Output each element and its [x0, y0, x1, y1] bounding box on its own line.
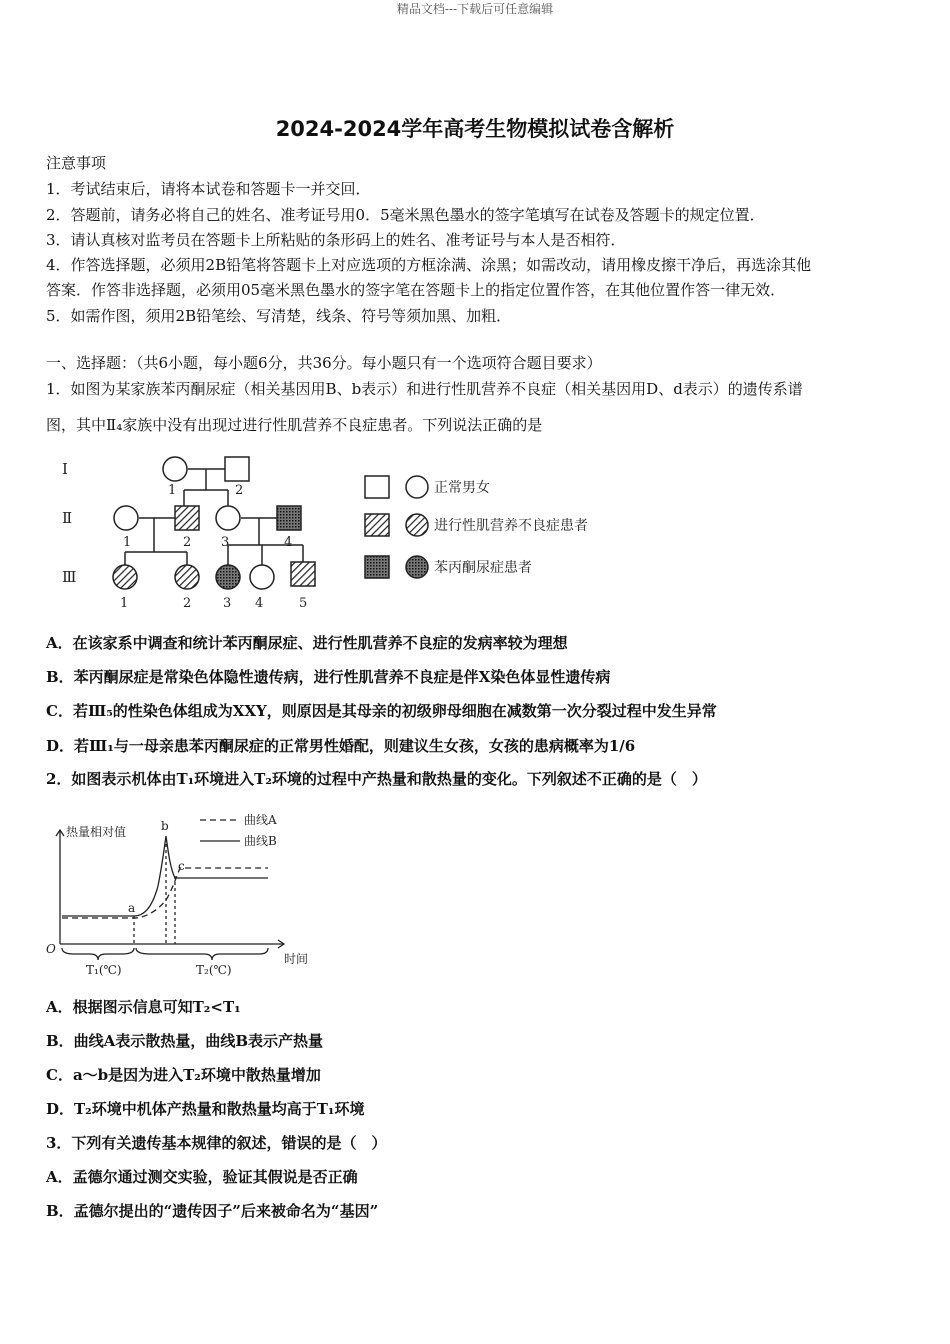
legend-square-pku: [365, 556, 389, 578]
x-axis-label: 时间: [284, 952, 309, 966]
pedigree-III4: [250, 565, 274, 589]
q1-option-a: A．在该家系中调查和统计苯丙酮尿症、进行性肌营养不良症的发病率较为理想: [46, 634, 568, 652]
pedigree-num: 2: [235, 483, 244, 498]
legend-circle-normal: [406, 476, 428, 498]
gen-label-III: Ⅲ: [62, 568, 77, 586]
pedigree-I1: [163, 457, 187, 481]
pedigree-III5: [291, 562, 315, 586]
q1-option-d: D．若Ⅲ₁与一母亲患苯丙酮尿症的正常男性婚配，则建议生女孩，女孩的患病概率为1/6: [46, 737, 636, 755]
q1-option-b: B．苯丙酮尿症是常染色体隐性遗传病，进行性肌营养不良症是伴X染色体显性遗传病: [46, 668, 611, 686]
notice-item: 5．如需作图，须用2B铅笔绘、写清楚，线条、符号等须加黑、加粗．: [46, 307, 512, 325]
q2-stem: 2．如图表示机体由T₁环境进入T₂环境的过程中产热量和散热量的变化。下列叙述不正确的是（ ）: [46, 770, 707, 788]
legend-curve-a: 曲线A: [244, 813, 277, 827]
pedigree-II2: [175, 506, 199, 530]
pedigree-num: 3: [221, 535, 230, 550]
pedigree-II4: [277, 506, 301, 530]
page-title: 2024-2024学年高考生物模拟试卷含解析: [275, 117, 675, 141]
legend-label-normal: 正常男女: [434, 480, 490, 496]
origin-label: O: [46, 942, 56, 956]
notice-item: 1．考试结束后，请将本试卷和答题卡一并交回．: [46, 180, 371, 198]
q3-stem: 3．下列有关遗传基本规律的叙述，错误的是（ ）: [46, 1134, 387, 1152]
y-axis-label: 热量相对值: [66, 825, 127, 839]
brace-t1: [62, 948, 134, 960]
pedigree-III2: [175, 565, 199, 589]
section-heading: 一、选择题：（共6小题，每小题6分，共36分。每小题只有一个选项符合题目要求）: [46, 354, 602, 372]
pedigree-II1: [114, 506, 138, 530]
point-a: a: [128, 901, 136, 915]
legend-label-pku: 苯丙酮尿症患者: [434, 560, 532, 576]
pedigree-num: 1: [123, 535, 132, 550]
q2-option-a: A．根据图示信息可知T₂<T₁: [46, 998, 241, 1016]
pedigree-III3: [216, 565, 240, 589]
legend-circle-pku: [406, 556, 428, 578]
pedigree-num: 2: [183, 535, 192, 550]
q3-option-b: B．孟德尔提出的“遗传因子”后来被命名为“基因”: [46, 1202, 379, 1220]
notice-item: 3．请认真核对监考员在答题卡上所粘贴的条形码上的姓名、准考证号与本人是否相符．: [46, 231, 626, 249]
pedigree-num: 5: [299, 596, 308, 611]
legend-label-dmd: 进行性肌营养不良症患者: [434, 518, 588, 534]
legend-circle-dmd: [406, 514, 428, 536]
q3-option-a: A．孟德尔通过测交实验，验证其假说是否正确: [46, 1168, 358, 1186]
heat-curve-figure: [44, 808, 319, 983]
gen-label-I: Ⅰ: [62, 460, 68, 478]
pedigree-I2: [225, 457, 249, 481]
q2-option-b: B．曲线A表示散热量，曲线B表示产热量: [46, 1032, 323, 1050]
pedigree-num: 2: [183, 596, 192, 611]
legend-square-dmd: [365, 514, 389, 536]
pedigree-num: 3: [223, 596, 232, 611]
pedigree-figure: [55, 448, 625, 616]
q1-stem-line2: 图，其中Ⅱ₄家族中没有出现过进行性肌营养不良症患者。下列说法正确的是: [46, 416, 543, 434]
curve-b-line: [62, 836, 268, 916]
pedigree-III1: [113, 565, 137, 589]
t1-label: T₁(℃): [86, 963, 122, 977]
pedigree-num: 1: [168, 483, 177, 498]
q2-option-c: C．a～b是因为进入T₂环境中散热量增加: [46, 1066, 321, 1084]
notice-heading: 注意事项: [46, 154, 107, 172]
q2-option-d: D．T₂环境中机体产热量和散热量均高于T₁环境: [46, 1100, 365, 1118]
t2-label: T₂(℃): [196, 963, 232, 977]
q1-option-c: C．若Ⅲ₅的性染色体组成为XXY，则原因是其母亲的初级卵母细胞在减数第一次分裂过程中发生异常: [46, 702, 717, 720]
gen-label-II: Ⅱ: [62, 509, 73, 527]
legend-curve-b: 曲线B: [244, 834, 277, 848]
curve-a-line: [62, 868, 268, 918]
pedigree-num: 4: [284, 535, 293, 550]
pedigree-num: 1: [120, 596, 129, 611]
point-c: c: [178, 859, 185, 873]
pedigree-II3: [216, 506, 240, 530]
legend-square-normal: [365, 476, 389, 498]
pedigree-num: 4: [255, 596, 264, 611]
notice-item: 答案．作答非选择题，必须用05毫米黑色墨水的签字笔在答题卡上的指定位置作答，在其他位置作答一律无效．: [46, 281, 786, 299]
notice-item: 2．答题前，请务必将自己的姓名、准考证号用0．5毫米黑色墨水的签字笔填写在试卷及答题卡的规定位置．: [46, 206, 765, 224]
notice-item: 4．作答选择题，必须用2B铅笔将答题卡上对应选项的方框涂满、涂黑；如需改动，请用橡皮擦干净后，再选涂其他: [46, 256, 812, 274]
page-header: 精品文档---下载后可任意编辑: [396, 2, 554, 16]
q1-stem-line1: 1．如图为某家族苯丙酮尿症（相关基因用B、b表示）和进行性肌营养不良症（相关基因用D、d表示）的遗传系谱: [46, 380, 803, 398]
point-b: b: [161, 819, 169, 833]
brace-t2: [136, 948, 268, 960]
